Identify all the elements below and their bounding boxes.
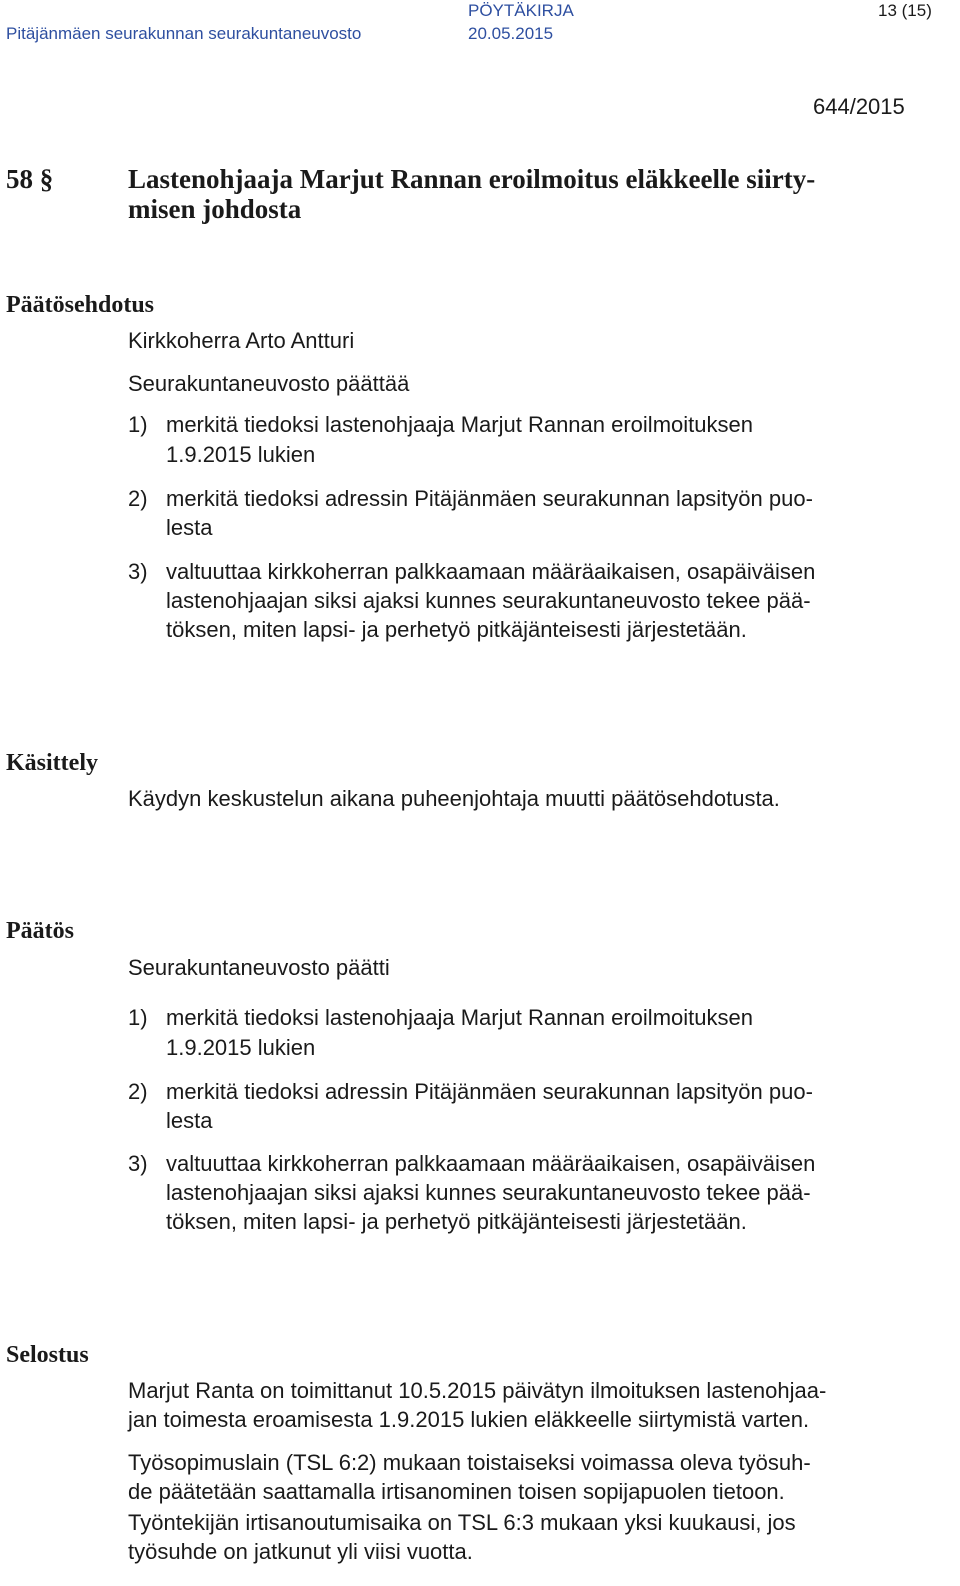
item-line: lastenohjaajan siksi ajaksi kunnes seurakuntaneuvosto tekee pää-: [166, 588, 811, 613]
explanation-paragraph-2-line: Työntekijän irtisanoutumisaika on TSL 6:3 mukaan yksi kuukausi, jos: [128, 1510, 796, 1535]
decision-label: Päätös: [6, 918, 74, 944]
explanation-paragraph-2-line: työsuhde on jatkunut yli viisi vuotta.: [128, 1539, 473, 1564]
decision-intro: Seurakuntaneuvosto päätti: [128, 955, 390, 980]
meeting-date: 20.05.2015: [468, 24, 554, 43]
organization-name: Pitäjänmäen seurakunnan seurakuntaneuvosto: [6, 24, 362, 43]
item-line: lesta: [166, 1108, 213, 1133]
item-number: 2): [128, 486, 148, 511]
item-number: 2): [128, 1079, 148, 1104]
handling-label: Käsittely: [6, 750, 98, 776]
item-line: töksen, miten lapsi- ja perhetyö pitkäjänteisesti järjestetään.: [166, 1209, 747, 1234]
explanation-label: Selostus: [6, 1342, 89, 1368]
explanation-paragraph-1-line: jan toimesta eroamisesta 1.9.2015 lukien eläkkeelle siirtymistä varten.: [128, 1407, 810, 1432]
item-line: töksen, miten lapsi- ja perhetyö pitkäjänteisesti järjestetään.: [166, 617, 747, 642]
reference-number: 644/2015: [813, 94, 905, 119]
explanation-paragraph-2-line: Työsopimuslain (TSL 6:2) mukaan toistaiseksi voimassa oleva työsuh-: [128, 1450, 811, 1475]
item-line: valtuuttaa kirkkoherran palkkaamaan määräaikaisen, osapäiväisen: [166, 1151, 816, 1176]
item-line: merkitä tiedoksi adressin Pitäjänmäen seurakunnan lapsityön puo-: [166, 1079, 813, 1104]
item-line: merkitä tiedoksi lastenohjaaja Marjut Rannan eroilmoituksen: [166, 1005, 753, 1030]
item-line: merkitä tiedoksi adressin Pitäjänmäen seurakunnan lapsityön puo-: [166, 486, 813, 511]
section-number: 58 §: [6, 164, 54, 194]
item-number: 1): [128, 412, 148, 437]
doc-type: PÖYTÄKIRJA: [468, 1, 574, 20]
item-line: lesta: [166, 515, 213, 540]
explanation-paragraph-2-line: de päätetään saattamalla irtisanominen toisen sopijapuolen tietoon.: [128, 1479, 785, 1504]
item-number: 1): [128, 1005, 148, 1030]
page-number: 13 (15): [878, 1, 932, 20]
proposal-intro: Seurakuntaneuvosto päättää: [128, 371, 410, 396]
item-number: 3): [128, 559, 148, 584]
item-number: 3): [128, 1151, 148, 1176]
proposer: Kirkkoherra Arto Antturi: [128, 328, 355, 353]
item-line: valtuuttaa kirkkoherran palkkaamaan määräaikaisen, osapäiväisen: [166, 559, 816, 584]
proposal-label: Päätösehdotus: [6, 292, 155, 318]
item-line: merkitä tiedoksi lastenohjaaja Marjut Rannan eroilmoituksen: [166, 412, 753, 437]
item-line: 1.9.2015 lukien: [166, 442, 316, 467]
section-title-line1: Lastenohjaaja Marjut Rannan eroilmoitus eläkkeelle siirty-: [128, 164, 816, 194]
section-title-line2: misen johdosta: [128, 194, 302, 224]
item-line: lastenohjaajan siksi ajaksi kunnes seurakuntaneuvosto tekee pää-: [166, 1180, 811, 1205]
item-line: 1.9.2015 lukien: [166, 1035, 316, 1060]
explanation-paragraph-1-line: Marjut Ranta on toimittanut 10.5.2015 päivätyn ilmoituksen lastenohjaa-: [128, 1378, 827, 1403]
handling-text: Käydyn keskustelun aikana puheenjohtaja muutti päätösehdotusta.: [128, 786, 780, 811]
